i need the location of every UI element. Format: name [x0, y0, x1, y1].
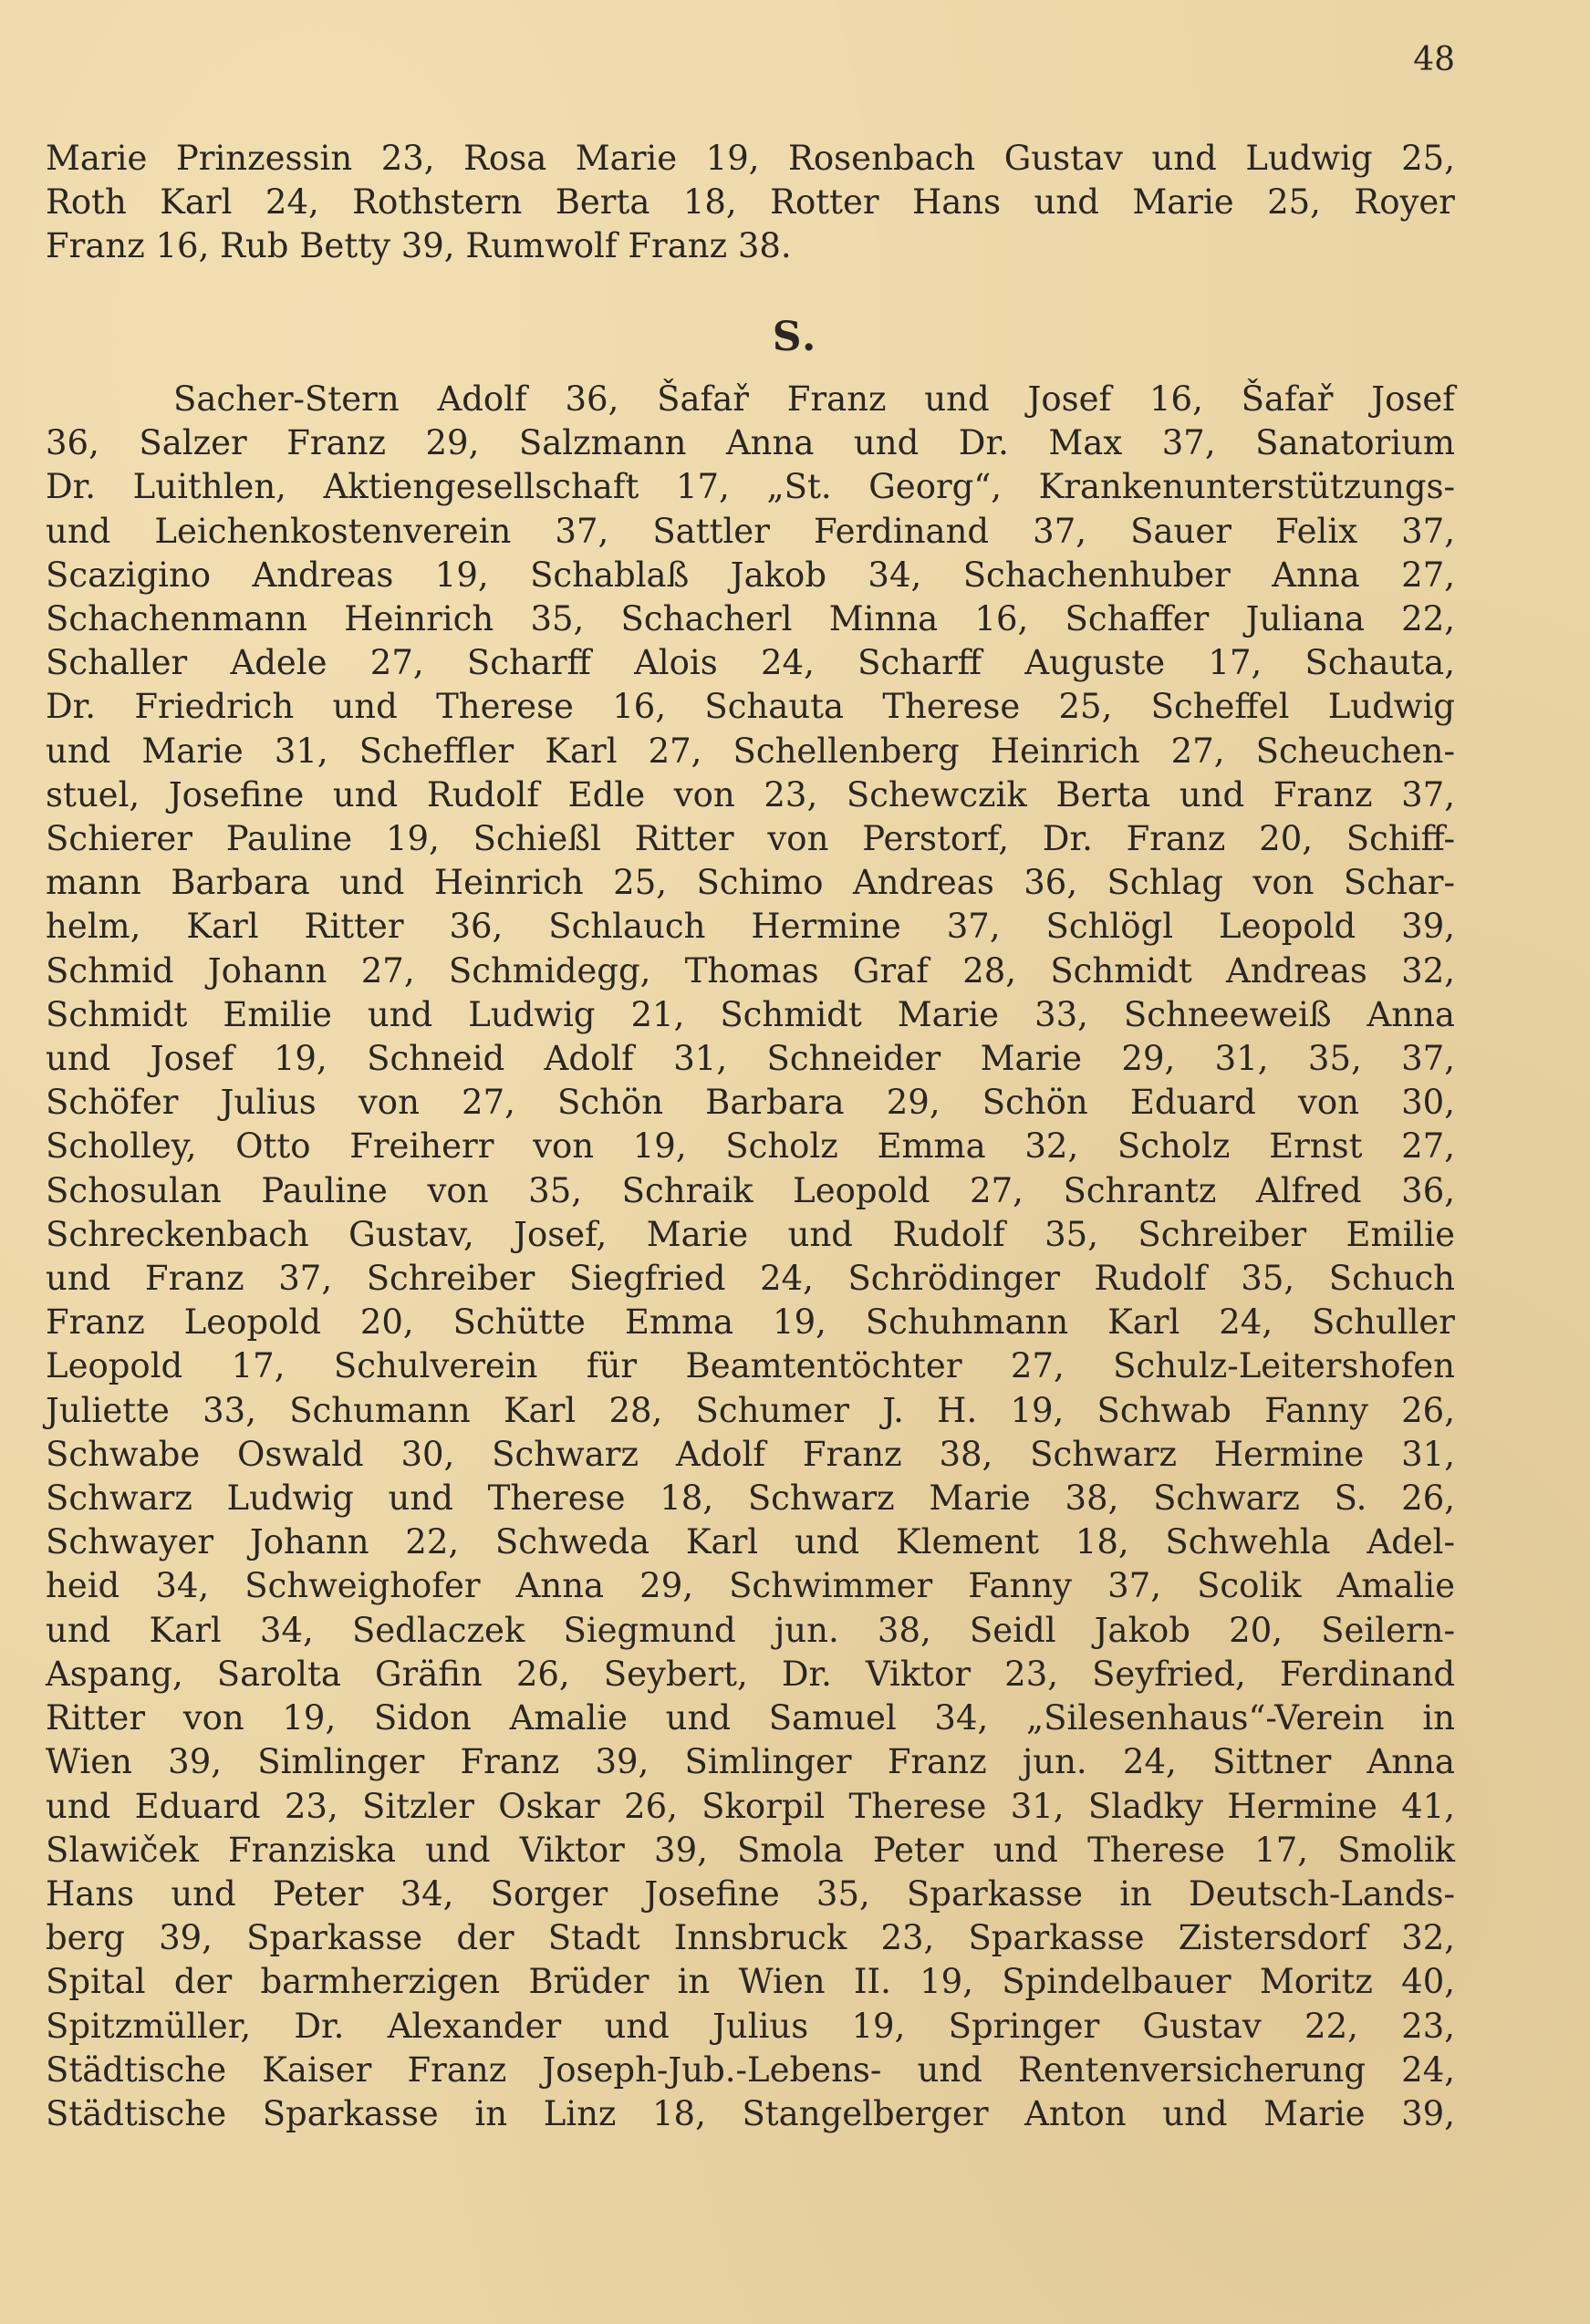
text-line: Dr. Luithlen, Aktiengesellschaft 17, „St. Georg“, Krankenunterstützungs- — [46, 467, 1455, 507]
page-number: 48 — [1413, 41, 1455, 78]
text-line: und Eduard 23, Sitzler Oskar 26, Skorpil Therese 31, Sladky Hermine 41, — [46, 1786, 1455, 1826]
text-line: stuel, Josefine und Rudolf Edle von 23, Schewczik Berta und Franz 37, — [46, 774, 1455, 814]
text-line: Scholley, Otto Freiherr von 19, Scholz Emma 32, Scholz Ernst 27, — [46, 1126, 1455, 1167]
main-paragraph — [46, 378, 1455, 2136]
text-line: berg 39, Sparkasse der Stadt Innsbruck 23, Sparkasse Zistersdorf 32, — [46, 1918, 1455, 1958]
text-line: Franz 16, Rub Betty 39, Rumwolf Franz 38. — [46, 226, 792, 266]
text-line: Spital der barmherzigen Brüder in Wien II. 19, Spindelbauer Moritz 40, — [46, 1962, 1455, 2002]
text-line: Marie Prinzessin 23, Rosa Marie 19, Rosenbach Gustav und Ludwig 25, — [46, 139, 1455, 178]
text-line: Schwabe Oswald 30, Schwarz Adolf Franz 38, Schwarz Hermine 31, — [46, 1434, 1455, 1474]
intro-paragraph — [46, 137, 1455, 269]
text-line: Städtische Kaiser Franz Joseph-Jub.-Lebens- und Rentenversicherung 24, — [46, 2049, 1455, 2090]
text-line: Schöfer Julius von 27, Schön Barbara 29, Schön Eduard von 30, — [46, 1083, 1455, 1123]
text-line: Aspang, Sarolta Gräfin 26, Seybert, Dr. Viktor 23, Seyfried, Ferdinand — [46, 1654, 1455, 1694]
text-line: mann Barbara und Heinrich 25, Schimo Andreas 36, Schlag von Schar- — [46, 863, 1455, 903]
text-line: Hans und Peter 34, Sorger Josefine 35, Sparkasse in Deutsch-Lands- — [46, 1873, 1455, 1914]
text-line: Spitzmüller, Dr. Alexander und Julius 19, Springer Gustav 22, 23, — [46, 2006, 1455, 2046]
text-line: und Karl 34, Sedlaczek Siegmund jun. 38, Seidl Jakob 20, Seilern- — [46, 1610, 1455, 1650]
text-line: Roth Karl 24, Rothstern Berta 18, Rotter Hans und Marie 25, Royer — [46, 182, 1455, 223]
text-line: und Franz 37, Schreiber Siegfried 24, Schrödinger Rudolf 35, Schuch — [46, 1259, 1455, 1299]
text-line: Schreckenbach Gustav, Josef, Marie und Rudolf 35, Schreiber Emilie — [46, 1214, 1455, 1254]
text-line: 36, Salzer Franz 29, Salzmann Anna und Dr. Max 37, Sanatorium — [46, 423, 1455, 463]
section-heading: S. — [772, 314, 818, 360]
text-line: Schwarz Ludwig und Therese 18, Schwarz Marie 38, Schwarz S. 26, — [46, 1478, 1455, 1519]
text-line: Wien 39, Simlinger Franz 39, Simlinger Franz jun. 24, Sittner Anna — [46, 1742, 1455, 1782]
text-line: und Josef 19, Schneid Adolf 31, Schneider Marie 29, 31, 35, 37, — [46, 1039, 1455, 1079]
text-line: Leopold 17, Schulverein für Beamtentöchter 27, Schulz-Leitershofen — [46, 1346, 1455, 1386]
text-line: und Marie 31, Scheffler Karl 27, Schellenberg Heinrich 27, Scheuchen- — [46, 731, 1455, 771]
text-line: Schosulan Pauline von 35, Schraik Leopold 27, Schrantz Alfred 36, — [46, 1170, 1455, 1210]
text-line: Franz Leopold 20, Schütte Emma 19, Schuhmann Karl 24, Schuller — [46, 1302, 1455, 1343]
text-line: helm, Karl Ritter 36, Schlauch Hermine 37, Schlögl Leopold 39, — [46, 907, 1455, 947]
text-line: Städtische Sparkasse in Linz 18, Stangelberger Anton und Marie 39, — [46, 2093, 1455, 2133]
text-line: Dr. Friedrich und Therese 16, Schauta Therese 25, Scheffel Ludwig — [46, 687, 1455, 727]
text-line: Schmidt Emilie und Ludwig 21, Schmidt Marie 33, Schneeweiß Anna — [46, 994, 1455, 1034]
text-line: heid 34, Schweighofer Anna 29, Schwimmer Fanny 37, Scolik Amalie — [46, 1566, 1455, 1606]
text-line: Schaller Adele 27, Scharff Alois 24, Scharff Auguste 17, Schauta, — [46, 643, 1455, 683]
text-line: Schachenmann Heinrich 35, Schacherl Minna 16, Schaffer Juliana 22, — [46, 599, 1455, 639]
text-line: Ritter von 19, Sidon Amalie und Samuel 34, „Silesenhaus“-Verein in — [46, 1698, 1455, 1738]
text-line: Schmid Johann 27, Schmidegg, Thomas Graf 28, Schmidt Andreas 32, — [46, 950, 1455, 991]
text-line: Sacher-Stern Adolf 36, Šafař Franz und Josef 16, Šafař Josef — [173, 379, 1455, 419]
text-line: Schwayer Johann 22, Schweda Karl und Klement 18, Schwehla Adel- — [46, 1522, 1455, 1562]
text-line: Scazigino Andreas 19, Schablaß Jakob 34, Schachenhuber Anna 27, — [46, 555, 1455, 595]
text-line: Slawiček Franziska und Viktor 39, Smola Peter und Therese 17, Smolik — [46, 1830, 1455, 1870]
text-line: Schierer Pauline 19, Schießl Ritter von Perstorf, Dr. Franz 20, Schiff- — [46, 819, 1455, 859]
text-line: Juliette 33, Schumann Karl 28, Schumer J. H. 19, Schwab Fanny 26, — [46, 1390, 1455, 1430]
text-line: und Leichenkostenverein 37, Sattler Ferdinand 37, Sauer Felix 37, — [46, 511, 1455, 551]
